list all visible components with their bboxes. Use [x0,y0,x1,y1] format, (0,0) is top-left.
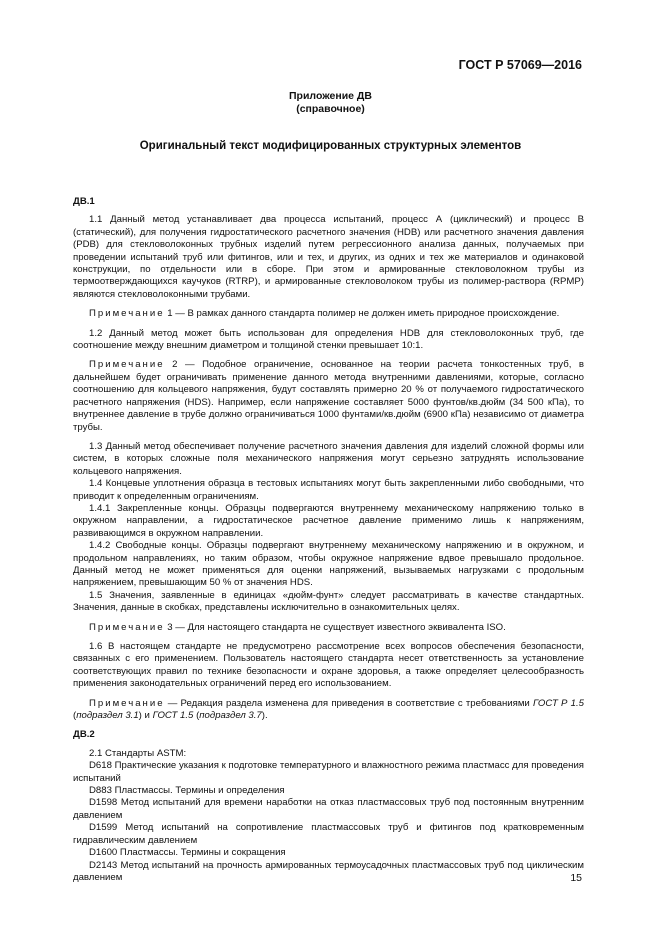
paragraph-1-4-1: 1.4.1 Закрепленные концы. Образцы подвергаются внутреннему механическому напряжению только в окружном направлении, а гидростатическое расчетное давление применимо лишь к напряжениям, развивающимся в окружном направлении. [73,502,584,539]
paragraph-1-1: 1.1 Данный метод устанавливает два процесса испытаний, процесс А (циклический) и процесс В (статический), для получения гидростатического расчетного значения (HDB) или расчетного значения давления (PDB) для стекловолоконных трубных изделий путем регрессионного анализа данных, получаемых при проведении испытаний труб или фитингов, или и тех, и других, из одних и тех же материалов и одинаковой конструкции, по отдельности или в сборе. При этом и армированные стекловолокном трубы из термоотверждающихся каучуков (RTRP), и армированные стекловолоком трубы из полимер-раствора (RPMP) являются стекловолоконными трубами. [73,214,584,300]
document-code: ГОСТ Р 57069—2016 [458,58,582,72]
note-1 [73,308,584,320]
list-item: D618 Практические указания к подготовке температурного и влажностного режима пластмасс для проведения испытаний [73,760,584,784]
list-item: D1600 Пластмассы. Термины и сокращения [89,847,286,859]
annex-subtitle: (справочное) [296,103,365,115]
note-3 [73,622,584,634]
reference-subsection: подраздел 3.1 [76,710,139,722]
paragraph-2-1: 2.1 Стандарты ASTM: [89,747,187,759]
note-label: Примечание [89,697,165,709]
section-heading-dv2: ДВ.2 [73,729,95,741]
section-heading-dv1: ДВ.1 [73,196,95,207]
note-text: ( [73,710,77,722]
note-text: ( [193,710,200,722]
note-text: 2 — Подобное ограничение, основанное на теории расчета тонкостенных труб, в дальнейшем будет ограничивать применение данного метода внутренними давлениями, которые, согласно соотношению для кольцевого напряжения, будут составлять примерно 20 % от получаемого гидростатического расчетного напряжения (HDS). Например, если напряжение составляет 5000 фунтов/кв.дюйм (34 500 кПа), то внутреннее давление в трубе должно ограничиваться 1000 фунтами/кв.дюйм (6900 кПа) независимо от диаметра трубы. [73,359,584,433]
note-text: 3 — Для настоящего стандарта не существует известного эквивалента ISO. [164,621,506,633]
note-text: — Редакция раздела изменена для приведения в соответствие с требованиями [164,697,533,709]
note-text: 1 — В рамках данного стандарта полимер не должен иметь природное происхождение. [164,308,560,320]
page-number: 15 [570,872,582,884]
note-label: Примечание [89,621,165,633]
reference-gost-r-1-5: ГОСТ Р 1.5 [533,697,584,709]
paragraph-1-2: 1.2 Данный метод может быть использован для определения HDB для стекловолоконных труб, где соотношение между внешним диаметром и толщиной стенки превышает 10:1. [73,327,584,352]
reference-gost-1-5: ГОСТ 1.5 [152,710,194,722]
paragraph-1-4-2: 1.4.2 Свободные концы. Образцы подвергают внутреннему механическому напряжению и в окружном, и продольном направлениях, но таким образом, чтобы окружное напряжение вдвое превышало продольное. Данный метод не может применяться для оценки напряжений, вызываемых нагрузками с продольным напряжением, превышающим 50 % от значения HDS. [73,540,584,589]
list-item: D1599 Метод испытаний на сопротивление пластмассовых труб и фитингов под кратковременным гидравлическим давлением [73,822,584,846]
note-label: Примечание [89,359,165,371]
note-text: ) и [138,710,153,722]
list-item: D2143 Метод испытаний на прочность армированных термоусадочных пластмассовых труб под циклическим давлением [73,859,584,883]
paragraph-1-5: 1.5 Значения, заявленные в единицах «дюйм-фунт» следует рассматривать в качестве стандартных. Значения, данные в скобках, представлены исключительно в ознакомительных целях. [73,589,584,614]
paragraph-1-3: 1.3 Данный метод обеспечивает получение расчетного значения давления для изделий сложной формы или систем, в которых сложные поля механического напряжения могут серьезно затруднять использование кольцевого напряжения. [73,440,584,477]
document-body [73,196,584,884]
list-item: D883 Пластмассы. Термины и определения [89,785,285,797]
paragraph-1-4: 1.4 Концевые уплотнения образца в тестовых испытаниях могут быть закрепленными либо свободными, что приводит к определенным ограничениям. [73,478,584,502]
list-item: D1598 Метод испытаний для времени наработки на отказ пластмассовых труб под постоянным внутренним давлением [73,797,584,821]
note-2 [73,359,584,433]
paragraph-1-6: 1.6 В настоящем стандарте не предусмотрено рассмотрение всех вопросов обеспечения безопасности, связанных с его применением. Пользователь настоящего стандарта несет ответственность за установление соответствующих правил по технике безопасности и охране здоровья, а также определяет целесообразность применения законодательных ограничений перед его использованием. [73,641,584,690]
note-4 [73,698,584,723]
annex-heading [0,90,661,116]
reference-subsection: подраздел 3.7 [199,710,262,722]
annex-title: Приложение ДВ [289,90,372,102]
main-title: Оригинальный текст модифицированных структурных элементов [139,140,522,152]
note-label: Примечание [89,308,165,320]
note-text: ). [261,710,268,722]
